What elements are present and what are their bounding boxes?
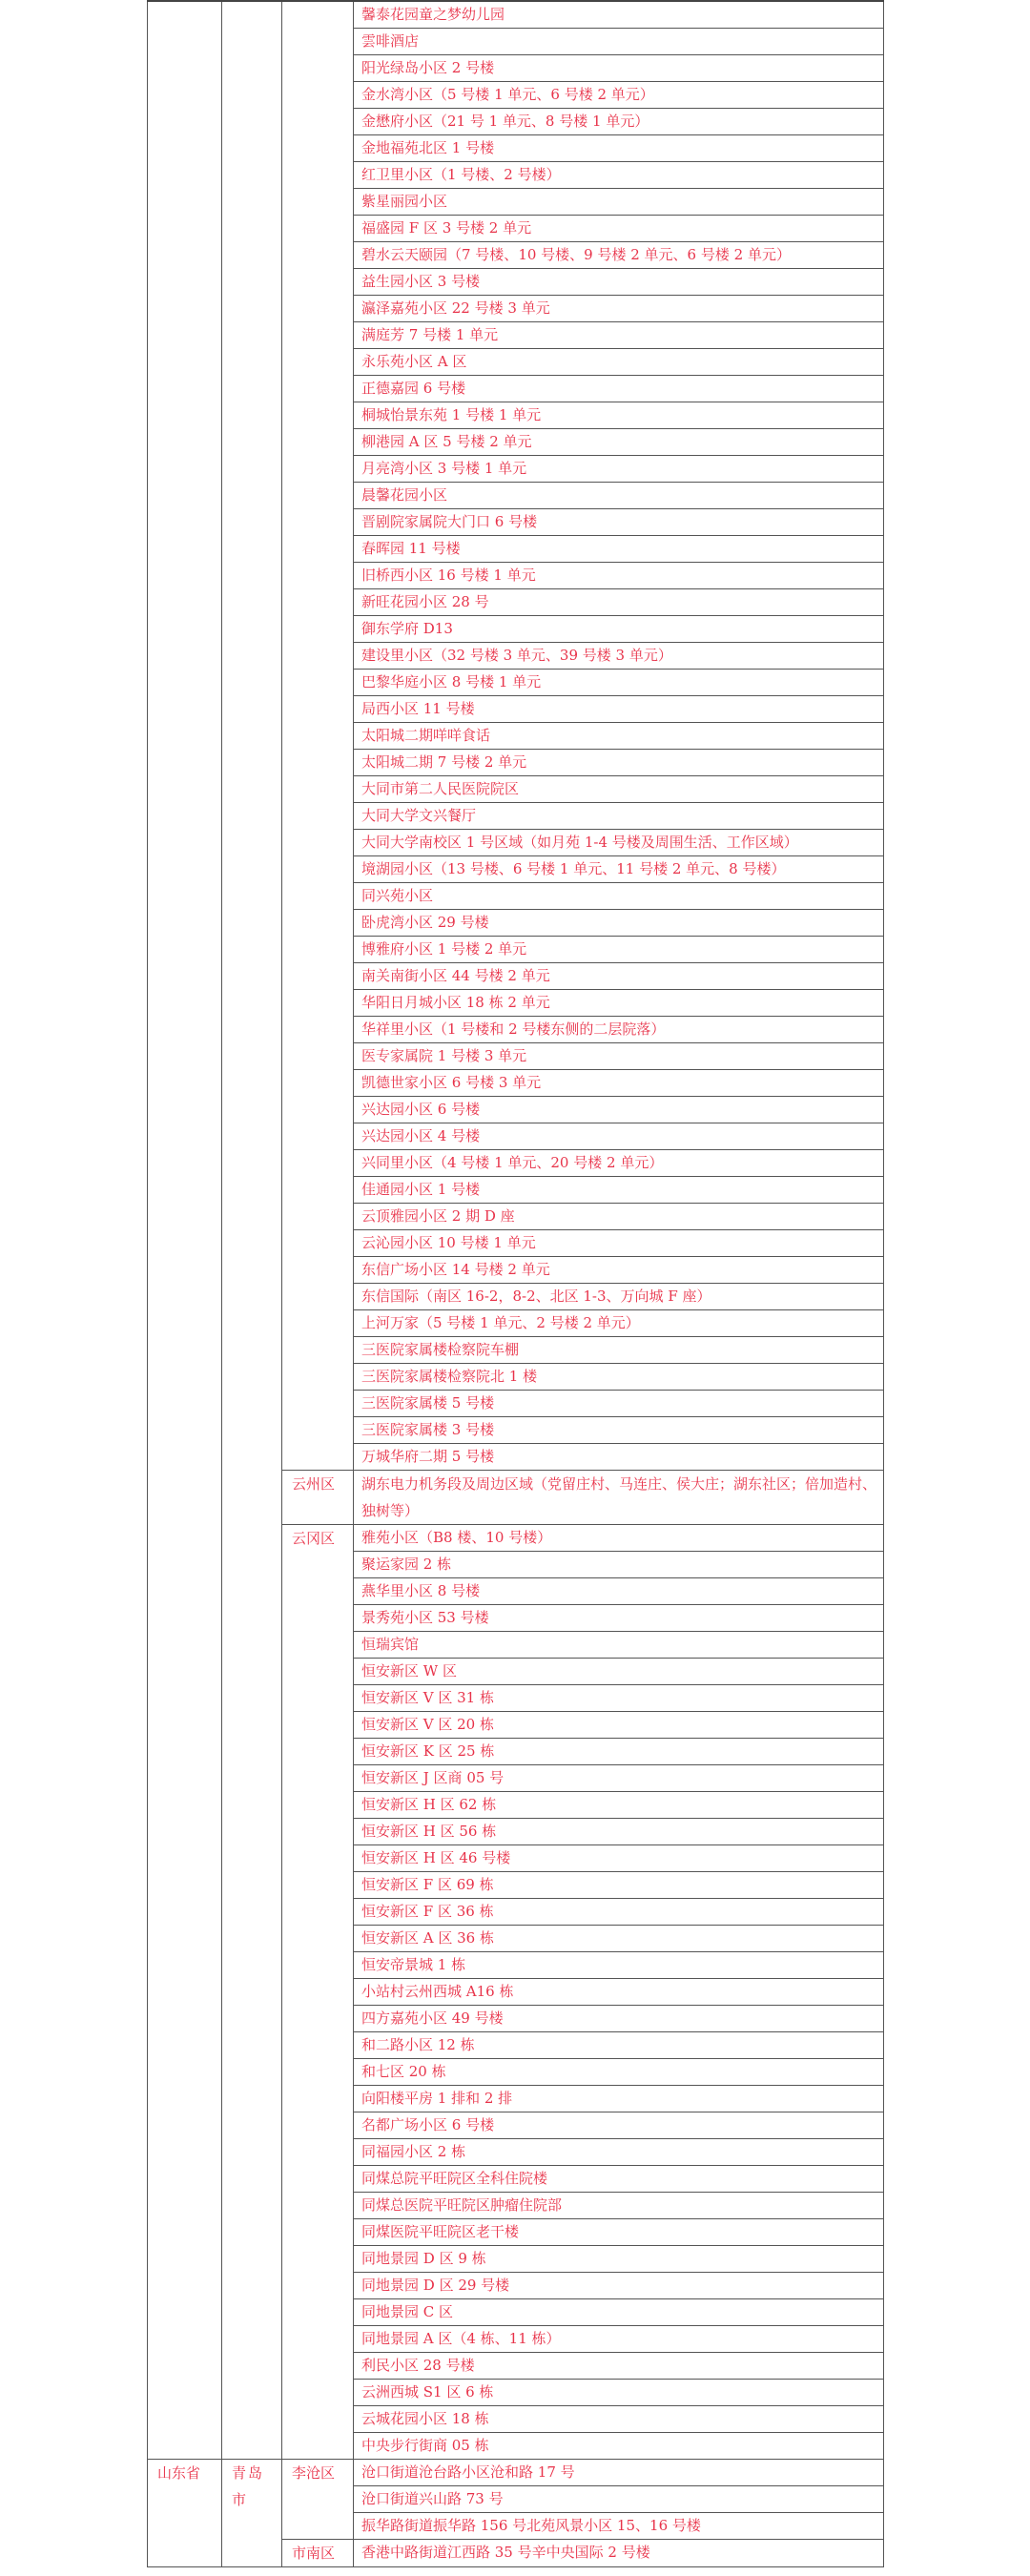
location-cell: 春晖园 11 号楼 xyxy=(354,536,884,563)
district-cell xyxy=(282,1,354,1471)
location-cell: 云顶雅园小区 2 期 D 座 xyxy=(354,1204,884,1230)
location-cell: 利民小区 28 号楼 xyxy=(354,2353,884,2380)
location-cell: 碧水云天颐园（7 号楼、10 号楼、9 号楼 2 单元、6 号楼 2 单元） xyxy=(354,242,884,269)
location-cell: 同地景园 D 区 29 号楼 xyxy=(354,2273,884,2299)
district-cell: 云冈区 xyxy=(282,1525,354,2460)
district-cell: 李沧区 xyxy=(282,2460,354,2540)
location-cell: 东信国际（南区 16-2，8-2、北区 1-3、万向城 F 座） xyxy=(354,1284,884,1310)
location-cell: 局西小区 11 号楼 xyxy=(354,696,884,723)
location-cell: 恒安新区 F 区 69 栋 xyxy=(354,1872,884,1899)
location-cell: 兴达园小区 6 号楼 xyxy=(354,1097,884,1123)
location-cell: 福盛园 F 区 3 号楼 2 单元 xyxy=(354,216,884,242)
location-cell: 巴黎华庭小区 8 号楼 1 单元 xyxy=(354,670,884,696)
location-cell: 同地景园 C 区 xyxy=(354,2299,884,2326)
province-cell xyxy=(148,1,222,2460)
table-body xyxy=(148,1,884,2567)
city-cell: 青岛市 xyxy=(222,2460,282,2567)
location-cell: 瀛泽嘉苑小区 22 号楼 3 单元 xyxy=(354,296,884,322)
location-cell: 恒安新区 J 区商 05 号 xyxy=(354,1765,884,1792)
location-cell: 和二路小区 12 栋 xyxy=(354,2032,884,2059)
location-cell: 云洲西城 S1 区 6 栋 xyxy=(354,2380,884,2406)
location-cell: 东信广场小区 14 号楼 2 单元 xyxy=(354,1257,884,1284)
risk-area-table xyxy=(147,0,884,2567)
location-cell: 四方嘉苑小区 49 号楼 xyxy=(354,2006,884,2032)
location-cell: 恒安新区 H 区 56 栋 xyxy=(354,1819,884,1845)
location-cell: 三医院家属楼检察院北 1 楼 xyxy=(354,1364,884,1391)
location-cell: 恒安新区 K 区 25 栋 xyxy=(354,1739,884,1765)
location-cell: 御东学府 D13 xyxy=(354,616,884,643)
location-cell: 向阳楼平房 1 排和 2 排 xyxy=(354,2086,884,2112)
location-cell: 恒安新区 V 区 31 栋 xyxy=(354,1685,884,1712)
location-cell: 医专家属院 1 号楼 3 单元 xyxy=(354,1043,884,1070)
city-cell xyxy=(222,1,282,2460)
location-cell: 正德嘉园 6 号楼 xyxy=(354,376,884,402)
location-cell: 同兴苑小区 xyxy=(354,883,884,910)
location-cell: 聚运家园 2 栋 xyxy=(354,1552,884,1578)
location-cell: 卧虎湾小区 29 号楼 xyxy=(354,910,884,937)
location-cell: 益生园小区 3 号楼 xyxy=(354,269,884,296)
location-cell: 博雅府小区 1 号楼 2 单元 xyxy=(354,937,884,963)
location-cell: 同煤总院平旺院区全科住院楼 xyxy=(354,2166,884,2193)
location-cell: 恒安新区 V 区 20 栋 xyxy=(354,1712,884,1739)
province-cell: 山东省 xyxy=(148,2460,222,2567)
table-row xyxy=(148,2460,884,2486)
location-cell: 沧口街道沧台路小区沧和路 17 号 xyxy=(354,2460,884,2486)
location-cell: 金懋府小区（21 号 1 单元、8 号楼 1 单元） xyxy=(354,109,884,135)
location-cell: 大同大学南校区 1 号区域（如月苑 1-4 号楼及周围生活、工作区域） xyxy=(354,830,884,856)
location-cell: 兴同里小区（4 号楼 1 单元、20 号楼 2 单元） xyxy=(354,1150,884,1177)
location-cell: 湖东电力机务段及周边区域（党留庄村、马连庄、侯大庄；湖东社区；倍加造村、独树等） xyxy=(354,1471,884,1525)
location-cell: 红卫里小区（1 号楼、2 号楼） xyxy=(354,162,884,189)
location-cell: 三医院家属楼 5 号楼 xyxy=(354,1391,884,1417)
location-cell: 晋剧院家属院大门口 6 号楼 xyxy=(354,509,884,536)
location-cell: 华祥里小区（1 号楼和 2 号楼东侧的二层院落） xyxy=(354,1017,884,1043)
location-cell: 云城花园小区 18 栋 xyxy=(354,2406,884,2433)
location-cell: 大同市第二人民医院院区 xyxy=(354,776,884,803)
location-cell: 景秀苑小区 53 号楼 xyxy=(354,1605,884,1632)
location-cell: 建设里小区（32 号楼 3 单元、39 号楼 3 单元） xyxy=(354,643,884,670)
location-cell: 佳通园小区 1 号楼 xyxy=(354,1177,884,1204)
location-cell: 沧口街道兴山路 73 号 xyxy=(354,2486,884,2513)
location-cell: 金地福苑北区 1 号楼 xyxy=(354,135,884,162)
location-cell: 桐城怡景东苑 1 号楼 1 单元 xyxy=(354,402,884,429)
location-cell: 永乐苑小区 A 区 xyxy=(354,349,884,376)
table-row xyxy=(148,1,884,29)
location-cell: 紫星丽园小区 xyxy=(354,189,884,216)
location-cell: 南关南街小区 44 号楼 2 单元 xyxy=(354,963,884,990)
location-cell: 华阳日月城小区 18 栋 2 单元 xyxy=(354,990,884,1017)
location-cell: 振华路街道振华路 156 号北苑风景小区 15、16 号楼 xyxy=(354,2513,884,2540)
location-cell: 月亮湾小区 3 号楼 1 单元 xyxy=(354,456,884,483)
location-cell: 境湖园小区（13 号楼、6 号楼 1 单元、11 号楼 2 单元、8 号楼） xyxy=(354,856,884,883)
location-cell: 馨泰花园童之梦幼儿园 xyxy=(354,1,884,29)
location-cell: 大同大学文兴餐厅 xyxy=(354,803,884,830)
location-cell: 恒安新区 W 区 xyxy=(354,1659,884,1685)
location-cell: 同福园小区 2 栋 xyxy=(354,2139,884,2166)
location-cell: 小站村云州西城 A16 栋 xyxy=(354,1979,884,2006)
location-cell: 云沁园小区 10 号楼 1 单元 xyxy=(354,1230,884,1257)
location-cell: 香港中路街道江西路 35 号辛中央国际 2 号楼 xyxy=(354,2540,884,2567)
location-cell: 三医院家属楼 3 号楼 xyxy=(354,1417,884,1444)
location-cell: 恒瑞宾馆 xyxy=(354,1632,884,1659)
district-cell: 市南区 xyxy=(282,2540,354,2567)
location-cell: 阳光绿岛小区 2 号楼 xyxy=(354,55,884,82)
location-cell: 同地景园 D 区 9 栋 xyxy=(354,2246,884,2273)
location-cell: 兴达园小区 4 号楼 xyxy=(354,1123,884,1150)
location-cell: 旧桥西小区 16 号楼 1 单元 xyxy=(354,563,884,589)
location-cell: 恒安新区 H 区 46 号楼 xyxy=(354,1845,884,1872)
location-cell: 太阳城二期咩咩食话 xyxy=(354,723,884,750)
location-cell: 雲啡酒店 xyxy=(354,29,884,55)
location-cell: 新旺花园小区 28 号 xyxy=(354,589,884,616)
location-cell: 中央步行街商 05 栋 xyxy=(354,2433,884,2460)
district-cell: 云州区 xyxy=(282,1471,354,1525)
location-cell: 凯德世家小区 6 号楼 3 单元 xyxy=(354,1070,884,1097)
location-cell: 恒安新区 F 区 36 栋 xyxy=(354,1899,884,1926)
location-cell: 晨馨花园小区 xyxy=(354,483,884,509)
location-cell: 同煤总医院平旺院区肿瘤住院部 xyxy=(354,2193,884,2219)
location-cell: 名都广场小区 6 号楼 xyxy=(354,2112,884,2139)
location-cell: 恒安新区 H 区 62 栋 xyxy=(354,1792,884,1819)
location-cell: 雅苑小区（B8 楼、10 号楼） xyxy=(354,1525,884,1552)
location-cell: 和七区 20 栋 xyxy=(354,2059,884,2086)
location-cell: 柳港园 A 区 5 号楼 2 单元 xyxy=(354,429,884,456)
location-cell: 三医院家属楼检察院车棚 xyxy=(354,1337,884,1364)
location-cell: 万城华府二期 5 号楼 xyxy=(354,1444,884,1471)
location-cell: 满庭芳 7 号楼 1 单元 xyxy=(354,322,884,349)
location-cell: 燕华里小区 8 号楼 xyxy=(354,1578,884,1605)
location-cell: 同煤医院平旺院区老干楼 xyxy=(354,2219,884,2246)
location-cell: 恒安帝景城 1 栋 xyxy=(354,1952,884,1979)
location-cell: 恒安新区 A 区 36 栋 xyxy=(354,1926,884,1952)
location-cell: 上河万家（5 号楼 1 单元、2 号楼 2 单元） xyxy=(354,1310,884,1337)
location-cell: 太阳城二期 7 号楼 2 单元 xyxy=(354,750,884,776)
location-cell: 金水湾小区（5 号楼 1 单元、6 号楼 2 单元） xyxy=(354,82,884,109)
location-cell: 同地景园 A 区（4 栋、11 栋） xyxy=(354,2326,884,2353)
